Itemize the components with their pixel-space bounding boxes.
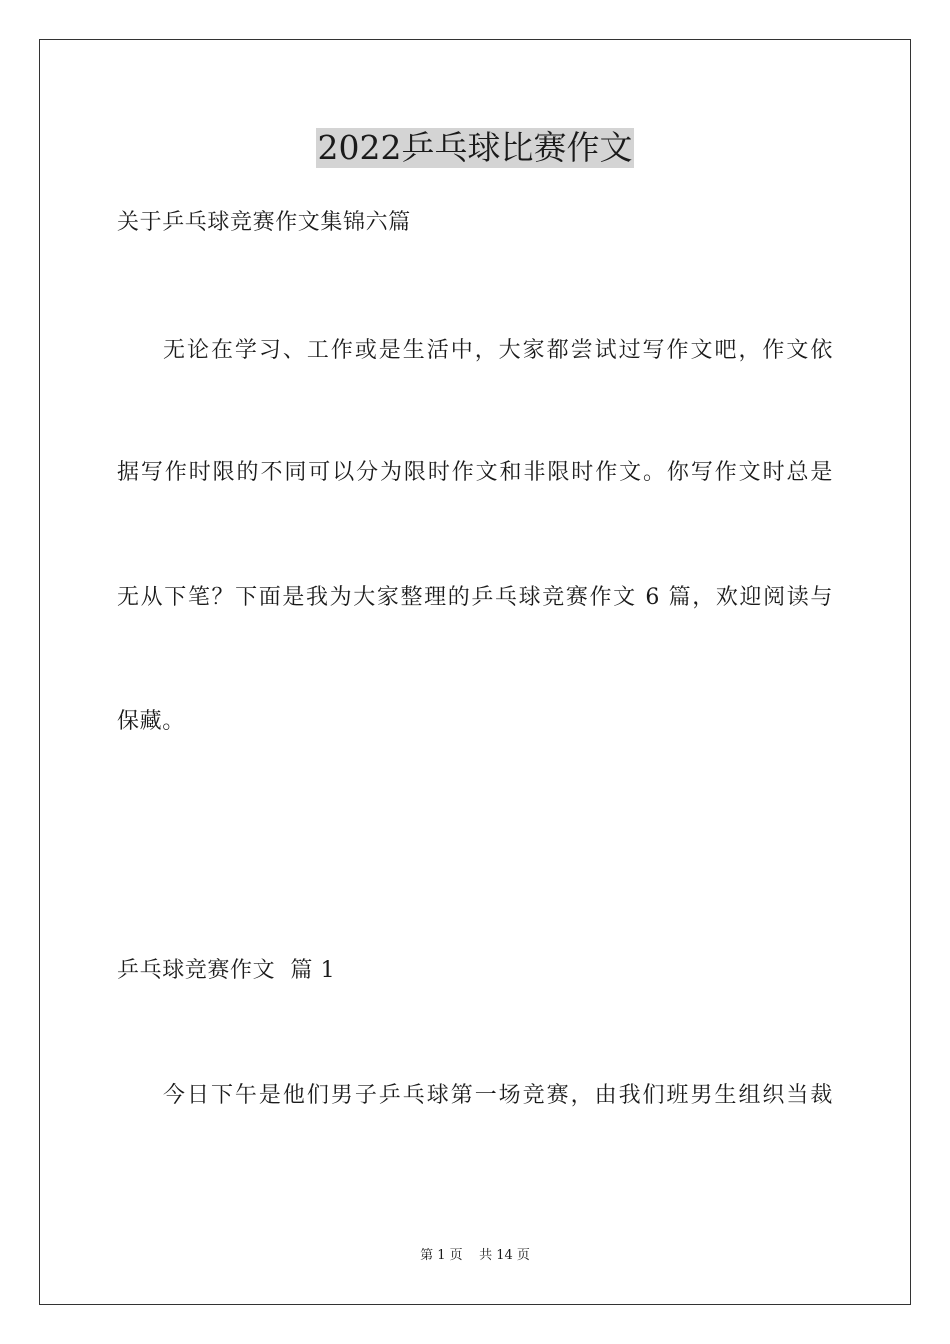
- intro-paragraph-line-1: 无论在学习、工作或是生活中，大家都尝试过写作文吧，作文依: [163, 338, 833, 363]
- intro-paragraph-line-3: 无从下笔？下面是我为大家整理的乒乓球竞赛作文 6 篇，欢迎阅读与: [117, 585, 833, 610]
- intro-paragraph-line-2: 据写作时限的不同可以分为限时作文和非限时作文。你写作文时总是: [117, 460, 833, 485]
- document-title: 2022乒乓球比赛作文: [317, 128, 633, 167]
- intro-paragraph-line-4: 保藏。: [117, 709, 185, 734]
- page-number-footer: 第 1 页 共 14 页: [420, 1248, 530, 1263]
- section-paragraph-line-1: 今日下午是他们男子乒乓球第一场竞赛，由我们班男生组织当裁: [163, 1083, 833, 1108]
- document-subtitle: 关于乒乓球竞赛作文集锦六篇: [117, 210, 411, 235]
- section-heading: 乒乓球竞赛作文 篇 1: [117, 958, 336, 983]
- document-title-container: [0, 128, 950, 174]
